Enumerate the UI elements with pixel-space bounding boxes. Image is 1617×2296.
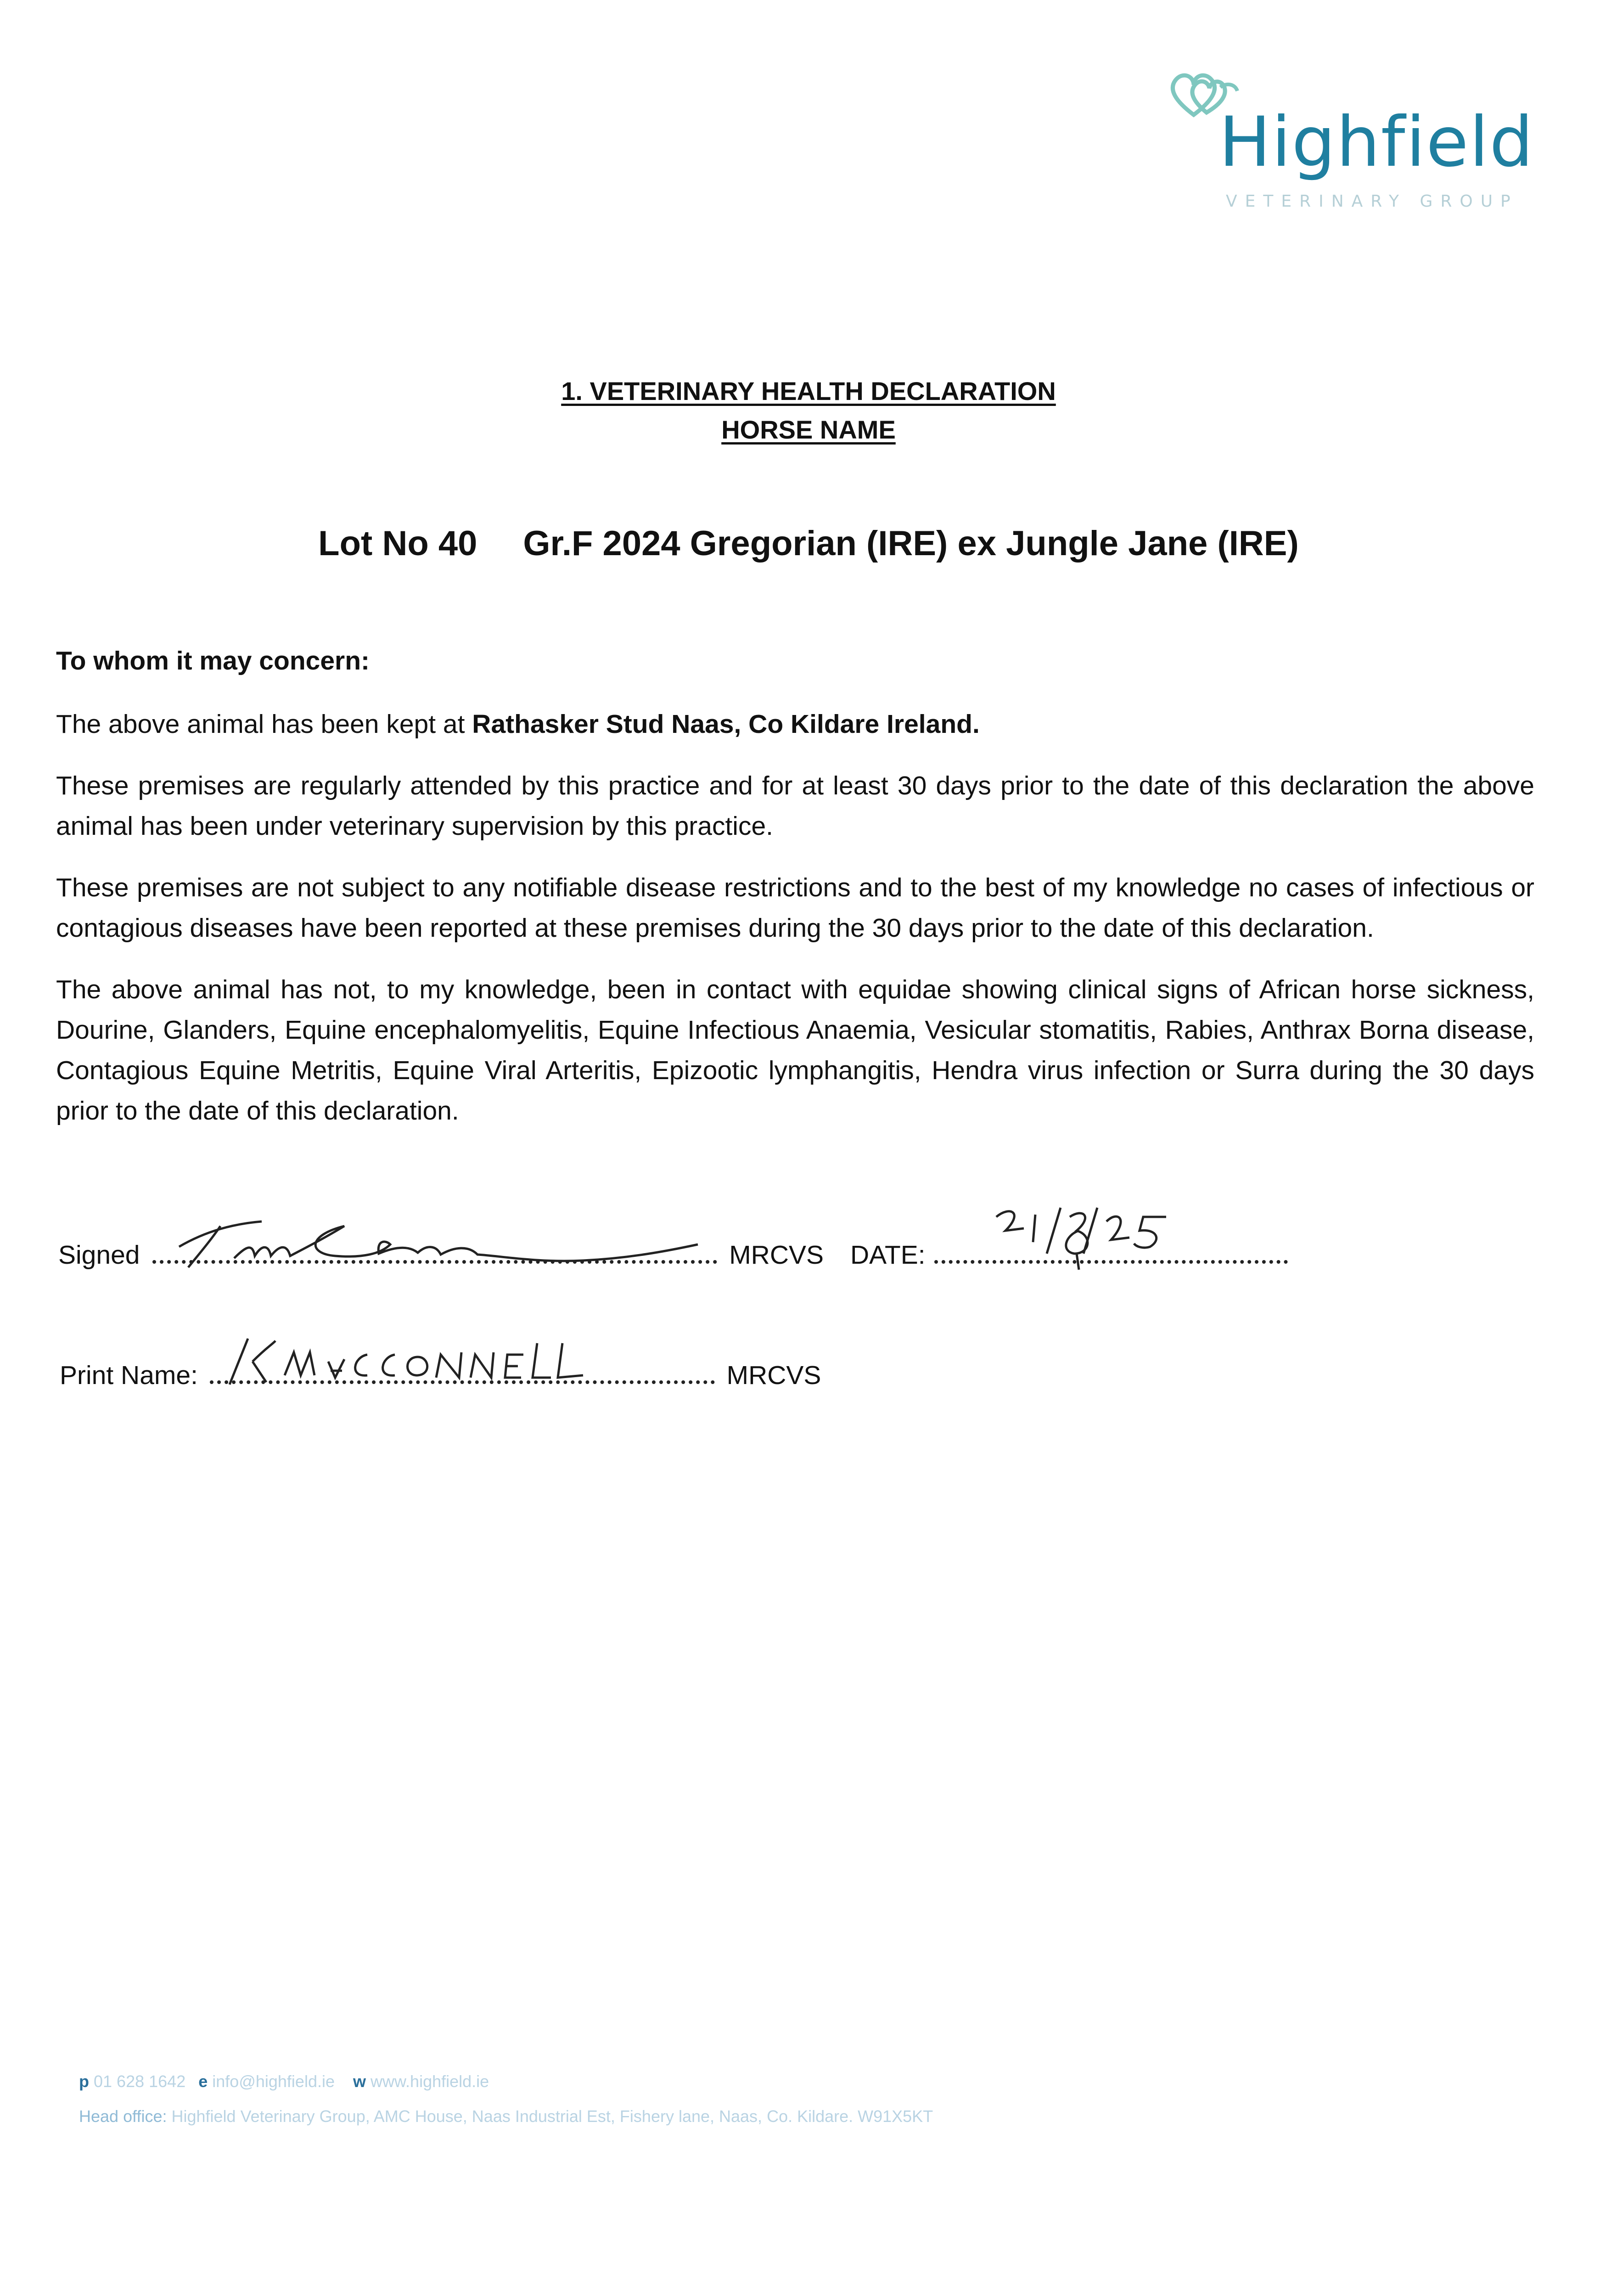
date-handwriting xyxy=(992,1203,1185,1281)
footer xyxy=(79,2064,933,2134)
phone-key: p xyxy=(79,2072,89,2091)
location-name: Rathasker Stud Naas, Co Kildare Ireland. xyxy=(472,709,980,739)
signed-label: Signed xyxy=(58,1240,140,1270)
office-address: Highfield Veterinary Group, AMC House, Naas Industrial Est, Fishery lane, Naas, Co. Kildare. W91X5KT xyxy=(171,2107,933,2126)
logo-brand-name: Highfield xyxy=(1219,102,1534,182)
paragraph-supervision: These premises are regularly attended by this practice and for at least 30 days prior to the date of this declaration the above animal has been under veterinary supervision by this practice. xyxy=(56,771,1534,841)
office-key: Head office: xyxy=(79,2107,167,2126)
date-label: DATE: xyxy=(850,1240,926,1270)
horse-name: Gr.F 2024 Gregorian (IRE) ex Jungle Jane (IRE) xyxy=(523,524,1299,563)
web-key: w xyxy=(353,2072,366,2091)
print-name-handwriting xyxy=(220,1334,597,1394)
email-key: e xyxy=(198,2072,208,2091)
footer-contact-line xyxy=(79,2064,933,2099)
print-name-mrcvs: MRCVS xyxy=(726,1361,821,1390)
paragraph-restrictions: These premises are not subject to any notifiable disease restrictions and to the best of my knowledge no cases of infectious or contagious diseases have been reported at these premises during the 30 days prior to the date of this declaration. xyxy=(56,873,1534,943)
phone-number: 01 628 1642 xyxy=(94,2072,186,2091)
declaration-title-block xyxy=(0,372,1617,449)
declaration-body xyxy=(56,641,1534,1152)
highfield-logo xyxy=(1166,69,1543,220)
lot-line xyxy=(0,523,1617,563)
signature-handwriting xyxy=(170,1212,712,1272)
email-address: info@highfield.ie xyxy=(212,2072,335,2091)
web-address: www.highfield.ie xyxy=(371,2072,489,2091)
declaration-title: 1. VETERINARY HEALTH DECLARATION xyxy=(561,377,1056,405)
paragraph-contact: The above animal has not, to my knowledge, been in contact with equidae showing clinical signs of African horse sickness, Dourine, Glanders, Equine encephalomyelitis, Equine Infectious Anaemia, Vesicular stomatitis, Rabies, Anthrax Borna disease, Contagious Equine Metritis, Equine Viral Arteritis, Epizootic lymphangitis, Hendra virus infection or Surra during the 30 days prior to the date of this declaration. xyxy=(56,975,1534,1125)
paragraph-location xyxy=(56,704,1534,744)
print-name-label: Print Name: xyxy=(60,1361,198,1390)
signed-mrcvs: MRCVS xyxy=(729,1240,824,1270)
greeting: To whom it may concern: xyxy=(56,646,370,675)
declaration-subtitle: HORSE NAME xyxy=(721,415,896,444)
footer-office-line xyxy=(79,2099,933,2134)
logo-tagline: VETERINARY GROUP xyxy=(1226,192,1518,211)
location-prefix: The above animal has been kept at xyxy=(56,709,472,739)
lot-number: Lot No 40 xyxy=(318,524,477,563)
